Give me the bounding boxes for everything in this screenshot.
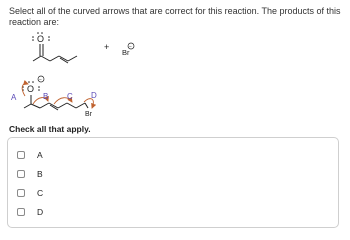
check-all-instruction: Check all that apply. xyxy=(9,124,91,134)
option-c[interactable] xyxy=(17,187,43,199)
option-c-label: C xyxy=(37,188,44,198)
arrow-label-a: A xyxy=(11,93,17,102)
option-b[interactable] xyxy=(17,168,43,180)
option-a[interactable] xyxy=(17,149,43,161)
bromine-substituent: Br xyxy=(85,111,92,118)
bromide-ion: Br xyxy=(122,48,130,57)
option-d-label: D xyxy=(37,207,44,217)
arrow-label-c: C xyxy=(67,92,73,101)
option-d-checkbox[interactable] xyxy=(17,208,25,216)
enolate-oxygen: O xyxy=(27,84,35,94)
bromide-charge: − xyxy=(129,44,132,50)
option-d[interactable] xyxy=(17,206,43,218)
plus-sign: + xyxy=(104,42,110,52)
question-text: Select all of the curved arrows that are correct for this reaction. The products of this reaction are: xyxy=(9,6,341,27)
option-a-label: A xyxy=(37,150,43,160)
oxygen-charge: − xyxy=(39,77,42,83)
arrow-label-b: B xyxy=(43,92,49,101)
arrow-label-d: D xyxy=(91,91,97,100)
product-oxygen: O xyxy=(37,34,45,44)
option-b-checkbox[interactable] xyxy=(17,170,25,178)
option-b-label: B xyxy=(37,169,43,179)
option-c-checkbox[interactable] xyxy=(17,189,25,197)
option-a-checkbox[interactable] xyxy=(17,151,25,159)
answer-options-box xyxy=(7,137,339,228)
product-enone-structure xyxy=(33,44,77,63)
